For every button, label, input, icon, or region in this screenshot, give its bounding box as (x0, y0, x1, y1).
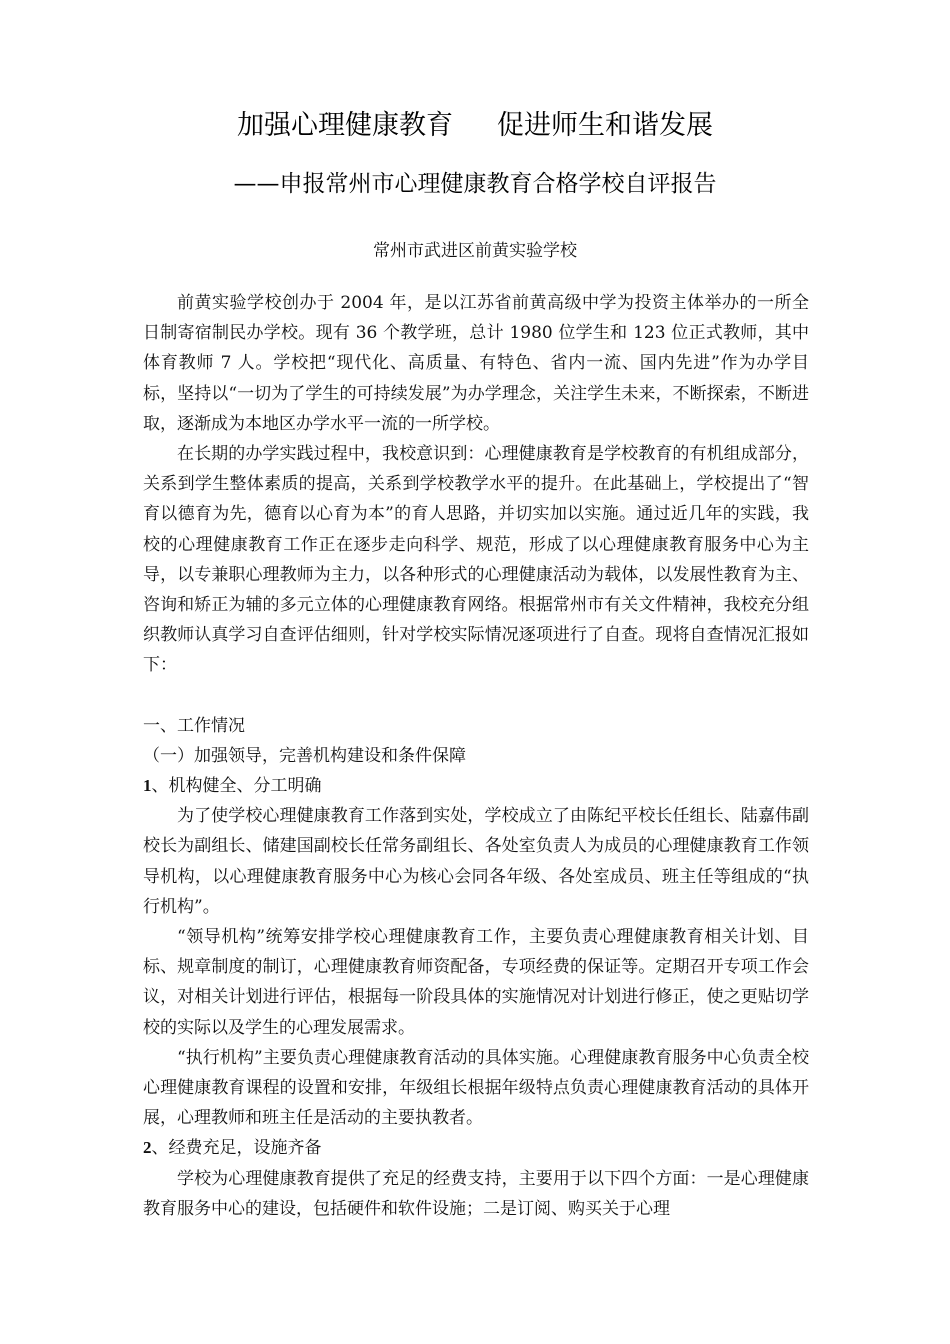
paragraph-organization: 为了使学校心理健康教育工作落到实处，学校成立了由陈纪平校长任组长、陆嘉伟副校长为副组长、储建国副校长任常务副组长、各处室负责人为成员的心理健康教育工作领导机构，以心理健康教育服务中心为核心会同各年级、各处室成员、班主任等组成的“执行机构”。 (143, 806, 809, 917)
title-part-2: 促进师生和谐发展 (497, 110, 713, 141)
paragraph-leadership: “领导机构”统筹安排学校心理健康教育工作，主要负责心理健康教育相关计划、目标、规章制度的制订，心理健康教育师资配备，专项经费的保证等。定期召开专项工作会议，对相关计划进行评估，根据每一阶段具体的实施情况对计划进行修正，使之更贴切学校的实际以及学生的心理发展需求。 (143, 927, 809, 1038)
item-heading-1-text: 、机构健全、分工明确 (151, 776, 322, 797)
item-heading-2-number: 2 (143, 1138, 152, 1158)
school-name: 常州市武进区前黄实验学校 (373, 241, 577, 261)
paragraph-execution: “执行机构”主要负责心理健康教育活动的具体实施。心理健康教育服务中心负责全校心理健康教育课程的设置和安排，年级组长根据年级特点负责心理健康教育活动的具体开展，心理教师和班主任是活动的主要执教者。 (143, 1047, 809, 1129)
item-heading-1 (143, 771, 809, 801)
section-heading: 一、工作情况 (143, 715, 245, 736)
item-heading-2 (143, 1133, 809, 1163)
title-part-1: 加强心理健康教育 (237, 110, 453, 141)
subsection-heading: （一）加强领导，完善机构建设和条件保障 (143, 745, 466, 766)
document-body (143, 288, 809, 1224)
paragraph-funding: 学校为心理健康教育提供了充足的经费支持，主要用于以下四个方面：一是心理健康教育服务中心的建设，包括硬件和软件设施；二是订阅、购买关于心理 (143, 1168, 809, 1219)
item-heading-1-number: 1 (143, 776, 152, 796)
paragraph-intro: 前黄实验学校创办于 2004 年，是以江苏省前黄高级中学为投资主体举办的一所全日制寄宿制民办学校。现有 36 个教学班，总计 1980 位学生和 123 位正式教师，其中体育教师 7 人。学校把“现代化、高质量、有特色、省内一流、国内先进”作为办学目标，坚持以“一切为了学生的可持续发展”为办学理念，关注学生未来，不断探索，不断进取，逐渐成为本地区办学水平一流的一所学校。 (143, 293, 809, 434)
document-subtitle: ——申报常州市心理健康教育合格学校自评报告 (233, 171, 717, 197)
item-heading-2-text: 、经费充足，设施齐备 (151, 1138, 322, 1159)
document-title (0, 104, 950, 148)
paragraph-practice: 在长期的办学实践过程中，我校意识到：心理健康教育是学校教育的有机组成部分，关系到学生整体素质的提高，关系到学校教学水平的提升。在此基础上，学校提出了“智育以德育为先，德育以心育为本”的育人思路，并切实加以实施。通过近几年的实践，我校的心理健康教育工作正在逐步走向科学、规范，形成了以心理健康教育服务中心为主导，以专兼职心理教师为主力，以各种形式的心理健康活动为载体，以发展性教育为主、咨询和矫正为辅的多元立体的心理健康教育网络。根据常州市有关文件精神，我校充分组织教师认真学习自查评估细则，针对学校实际情况逐项进行了自查。现将自查情况汇报如下： (143, 444, 809, 676)
